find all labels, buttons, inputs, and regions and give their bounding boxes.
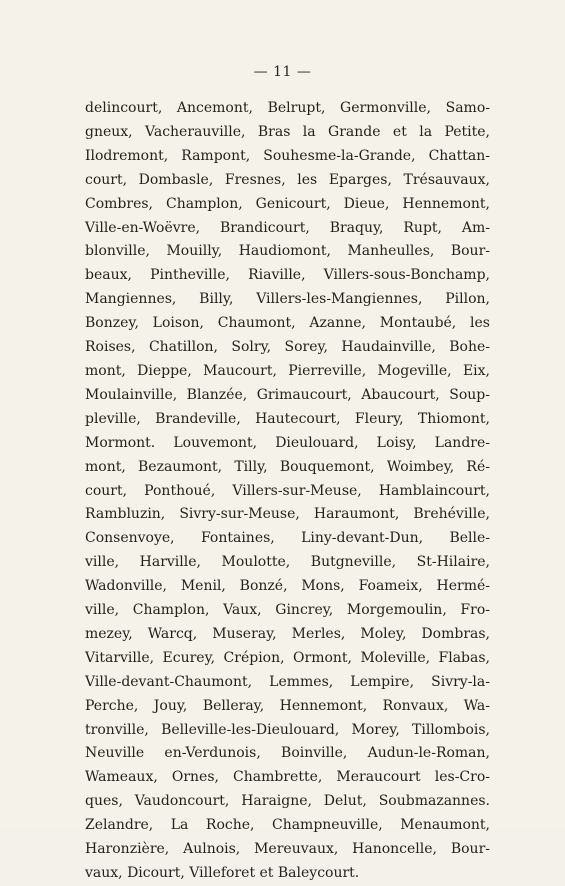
text-line: mezey, Warcq, Museray, Merles, Moley, Dombras, <box>85 625 490 642</box>
text-line: Bonzey, Loison, Chaumont, Azanne, Montaubé, les <box>85 315 490 332</box>
text-line: court, Dombasle, Fresnes, les Eparges, Trésauvaux, <box>85 171 490 188</box>
text-line: Roises, Chatillon, Solry, Sorey, Haudainville, Bohe- <box>85 339 490 356</box>
text-line: ville, Champlon, Vaux, Gincrey, Morgemoulin, Fro- <box>85 602 490 619</box>
text-line: mont, Dieppe, Maucourt, Pierreville, Mogeville, Eix, <box>85 362 490 379</box>
text-line: blonville, Mouilly, Haudiomont, Manheulles, Bour- <box>85 243 490 260</box>
text-line: tronville, Belleville-les-Dieulouard, Morey, Tillombois, <box>85 721 490 738</box>
text-line: Ilodremont, Rampont, Souhesme-la-Grande, Chattan- <box>85 147 490 164</box>
text-line: court, Ponthoué, Villers-sur-Meuse, Hamblaincourt, <box>85 482 490 499</box>
text-line: Rambluzin, Sivry-sur-Meuse, Haraumont, Brehéville, <box>85 506 490 523</box>
text-line: Mormont. Louvemont, Dieulouard, Loisy, Landre- <box>85 434 490 451</box>
text-line: mont, Bezaumont, Tilly, Bouquemont, Woimbey, Ré- <box>85 458 490 475</box>
text-line: Ville-en-Woëvre, Brandicourt, Braquy, Rupt, Am- <box>85 219 490 236</box>
text-line: ques, Vaudoncourt, Haraigne, Delut, Soubmazannes. <box>85 793 490 810</box>
page-number: — 11 — <box>253 64 312 80</box>
text-line: Combres, Champlon, Genicourt, Dieue, Hennemont, <box>85 195 490 212</box>
text-line: Moulainville, Blanzée, Grimaucourt, Abaucourt, Soup- <box>85 386 490 403</box>
text-line: Zelandre, La Roche, Champneuville, Menaumont, <box>85 817 490 834</box>
text-line: Haronzière, Aulnois, Mereuvaux, Hanoncelle, Bour- <box>85 841 490 858</box>
text-line: Ville-devant-Chaumont, Lemmes, Lempire, Sivry-la- <box>85 673 490 690</box>
text-line: Perche, Jouy, Belleray, Hennemont, Ronvaux, Wa- <box>85 697 490 714</box>
text-line: beaux, Pintheville, Riaville, Villers-sous-Bonchamp, <box>85 267 490 284</box>
text-line: vaux, Dicourt, Villeforet et Baleycourt. <box>85 865 360 881</box>
text-line: Mangiennes, Billy, Villers-les-Mangiennes, Pillon, <box>85 291 490 308</box>
text-line: delincourt, Ancemont, Belrupt, Germonville, Samo- <box>85 100 490 116</box>
text-line: pleville, Brandeville, Hautecourt, Fleury, Thiomont, <box>85 410 490 427</box>
text-line: gneux, Vacherauville, Bras la Grande et la Petite, <box>85 123 490 140</box>
text-line: Neuville en-Verdunois, Boinville, Audun-le-Roman, <box>85 745 490 762</box>
text-line: ville, Harville, Moulotte, Butgneville, St-Hilaire, <box>85 554 490 571</box>
text-line: Vitarville, Ecurey, Crépion, Ormont, Moleville, Flabas, <box>85 649 490 666</box>
text-line: Consenvoye, Fontaines, Liny-devant-Dun, Belle- <box>85 530 490 547</box>
body-paragraph <box>85 97 490 886</box>
text-line: Wadonville, Menil, Bonzé, Mons, Foameix, Hermé- <box>85 578 490 595</box>
text-line: Wameaux, Ornes, Chambrette, Meraucourt les-Cro- <box>85 769 490 786</box>
